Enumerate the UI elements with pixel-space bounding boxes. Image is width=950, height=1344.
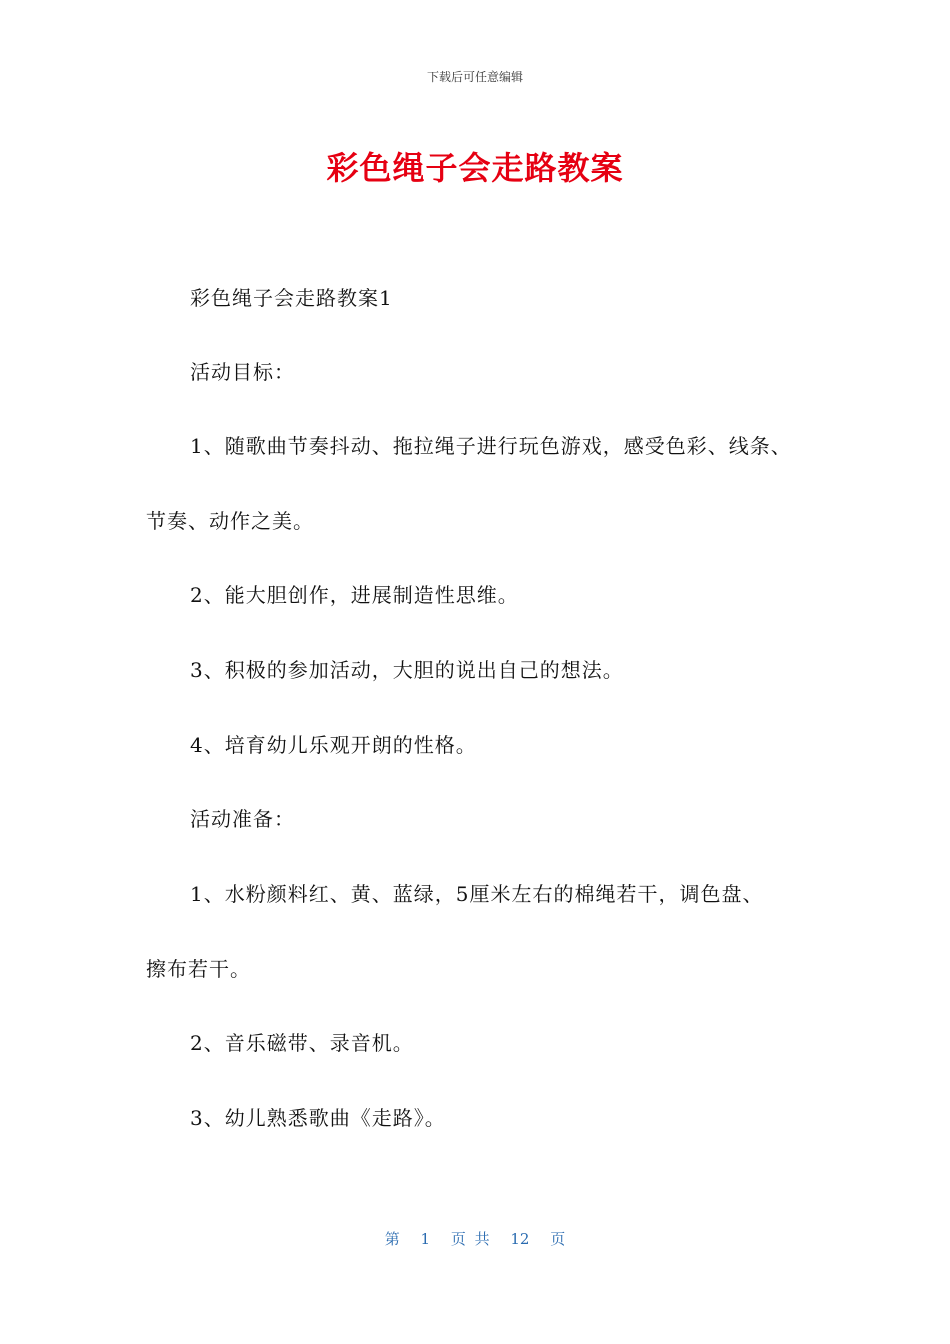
paragraph-line: 2、能大胆创作，进展制造性思维。 bbox=[190, 583, 519, 607]
footer-total-pages: 12 bbox=[510, 1230, 530, 1248]
paragraph-line: 2、音乐磁带、录音机。 bbox=[190, 1031, 414, 1055]
document-title: 彩色绳子会走路教案 bbox=[326, 149, 624, 187]
footer-prefix: 第 bbox=[384, 1230, 400, 1248]
paragraph-line: 3、幼儿熟悉歌曲《走路》。 bbox=[190, 1106, 446, 1130]
header-note: 下载后可任意编辑 bbox=[426, 70, 523, 84]
footer-middle: 页 共 bbox=[450, 1230, 490, 1248]
subheading-goals: 活动目标： bbox=[190, 360, 295, 384]
page-footer bbox=[0, 1228, 950, 1249]
paragraph-line: 3、积极的参加活动，大胆的说出自己的想法。 bbox=[190, 658, 624, 682]
paragraph-line: 4、培育幼儿乐观开朗的性格。 bbox=[190, 733, 477, 757]
subheading-preparation: 活动准备： bbox=[190, 807, 295, 831]
paragraph-line: 节奏、动作之美。 bbox=[146, 509, 314, 533]
footer-current-page: 1 bbox=[420, 1230, 431, 1248]
paragraph-line: 1、随歌曲节奏抖动、拖拉绳子进行玩色游戏，感受色彩、线条、 bbox=[190, 434, 792, 458]
paragraph-line: 擦布若干。 bbox=[146, 957, 251, 981]
section-heading: 彩色绳子会走路教案1 bbox=[190, 286, 393, 310]
paragraph-line: 1、水粉颜料红、黄、蓝绿，5厘米左右的棉绳若干，调色盘、 bbox=[190, 882, 764, 906]
footer-suffix: 页 bbox=[550, 1230, 566, 1248]
